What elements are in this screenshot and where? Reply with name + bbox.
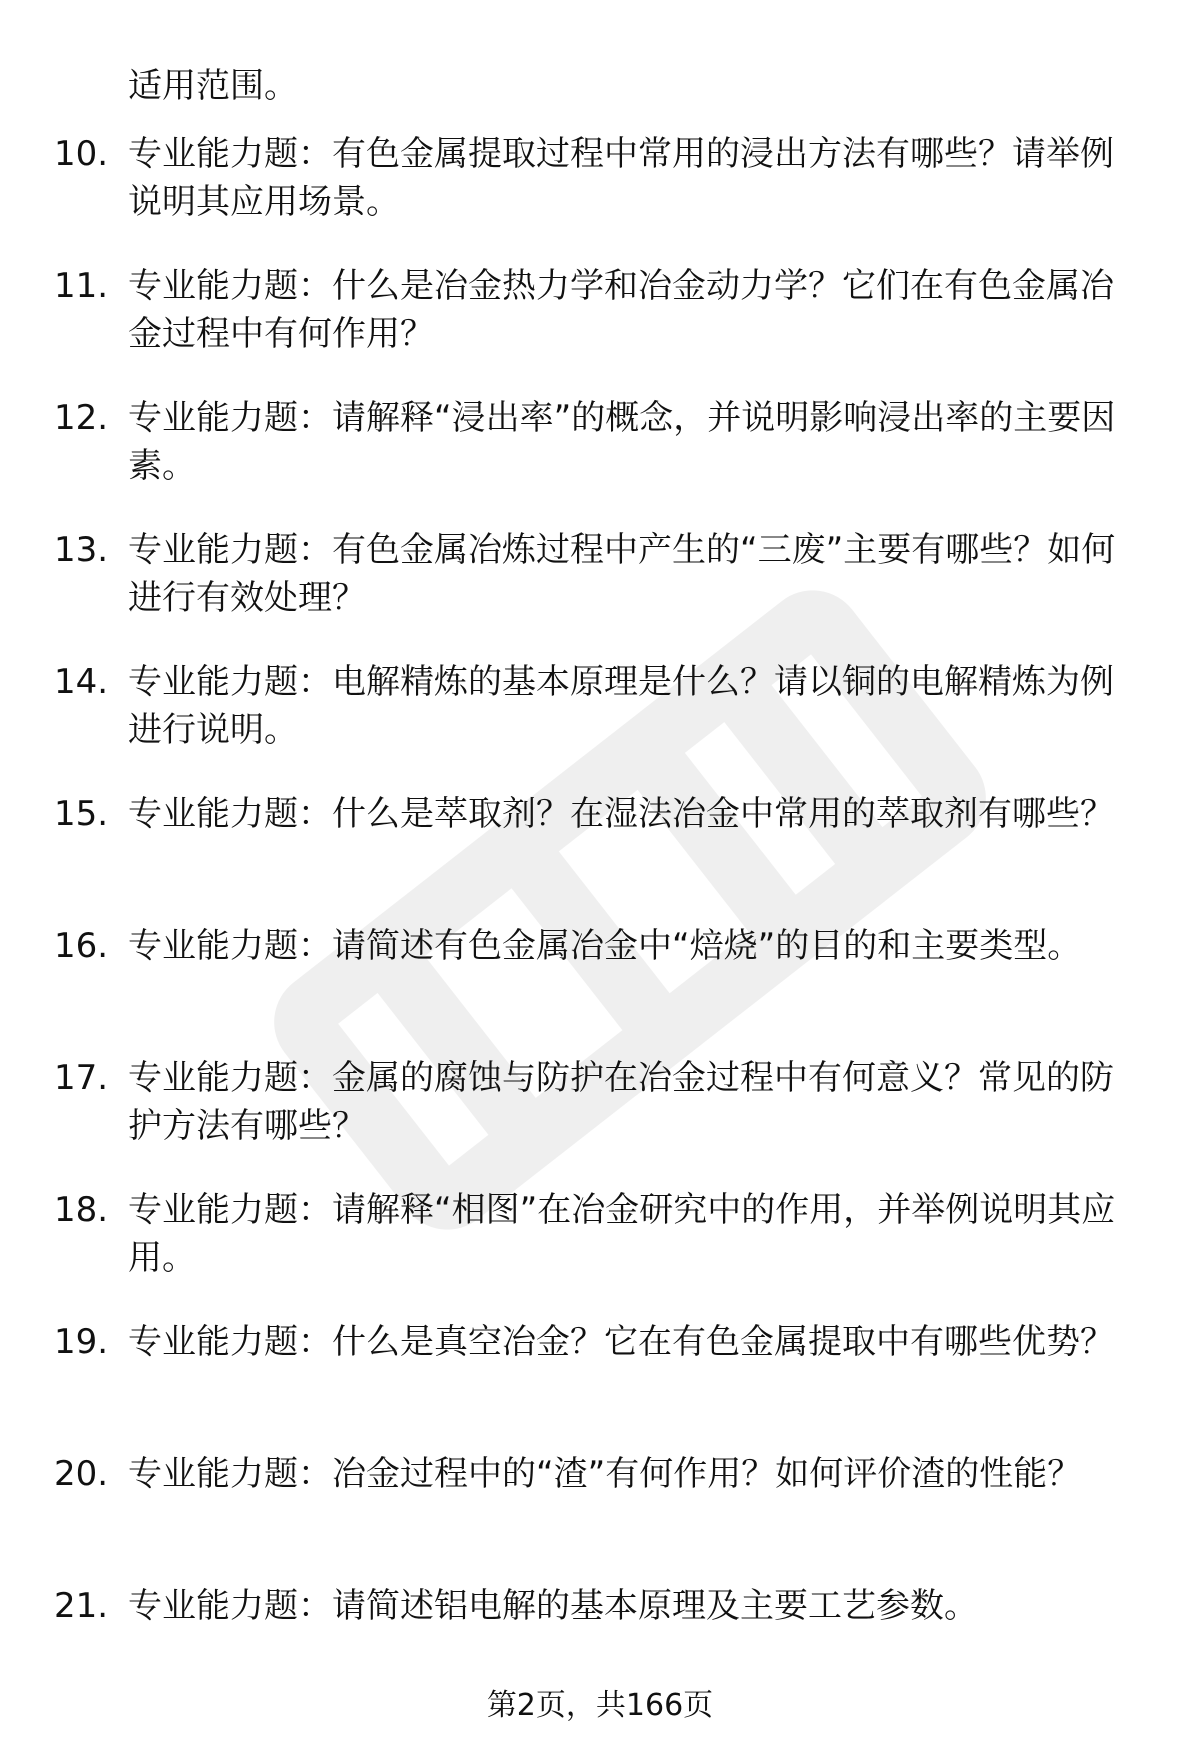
question-item xyxy=(0,394,1200,526)
question-number: 19. xyxy=(54,1322,109,1362)
question-text: 专业能力题：什么是冶金热力学和冶金动力学？它们在有色金属冶金过程中有何作用？ xyxy=(128,266,1114,354)
question-item xyxy=(0,1186,1200,1318)
question-text: 专业能力题：什么是真空冶金？它在有色金属提取中有哪些优势？ xyxy=(128,1322,1114,1362)
question-number: 11. xyxy=(54,266,109,306)
question-number: 10. xyxy=(54,134,109,174)
question-item xyxy=(0,1054,1200,1186)
question-text: 专业能力题：请简述有色金属冶金中“焙烧”的目的和主要类型。 xyxy=(128,926,1082,966)
question-text: 专业能力题：请解释“相图”在冶金研究中的作用，并举例说明其应用。 xyxy=(128,1190,1116,1278)
question-number: 14. xyxy=(54,662,109,702)
question-item xyxy=(0,526,1200,658)
question-number: 17. xyxy=(54,1058,109,1098)
question-item xyxy=(0,1318,1200,1450)
question-item xyxy=(0,922,1200,1054)
question-text: 专业能力题：冶金过程中的“渣”有何作用？如何评价渣的性能？ xyxy=(128,1454,1082,1494)
question-number: 13. xyxy=(54,530,109,570)
question-list xyxy=(0,130,1200,1714)
question-item xyxy=(0,790,1200,922)
question-text: 专业能力题：请解释“浸出率”的概念，并说明影响浸出率的主要因素。 xyxy=(128,398,1116,486)
question-number: 16. xyxy=(54,926,109,966)
question-number: 12. xyxy=(54,398,109,438)
question-text: 专业能力题：电解精炼的基本原理是什么？请以铜的电解精炼为例进行说明。 xyxy=(128,662,1114,750)
question-item xyxy=(0,262,1200,394)
question-text: 专业能力题：有色金属冶炼过程中产生的“三废”主要有哪些？如何进行有效处理？ xyxy=(128,530,1116,618)
question-text: 专业能力题：什么是萃取剂？在湿法冶金中常用的萃取剂有哪些？ xyxy=(128,794,1114,834)
question-text: 专业能力题：有色金属提取过程中常用的浸出方法有哪些？请举例说明其应用场景。 xyxy=(128,134,1114,222)
question-number: 21. xyxy=(54,1586,109,1626)
question-text: 专业能力题：金属的腐蚀与防护在冶金过程中有何意义？常见的防护方法有哪些？ xyxy=(128,1058,1114,1146)
question-item xyxy=(0,1450,1200,1582)
question-text: 专业能力题：请简述铝电解的基本原理及主要工艺参数。 xyxy=(128,1586,978,1626)
question-item xyxy=(0,130,1200,262)
question-number: 20. xyxy=(54,1454,109,1494)
page-footer: 第2页，共166页 xyxy=(486,1688,714,1723)
continued-text: 适用范围。 xyxy=(128,66,298,106)
question-item xyxy=(0,658,1200,790)
question-number: 15. xyxy=(54,794,109,834)
question-number: 18. xyxy=(54,1190,109,1230)
